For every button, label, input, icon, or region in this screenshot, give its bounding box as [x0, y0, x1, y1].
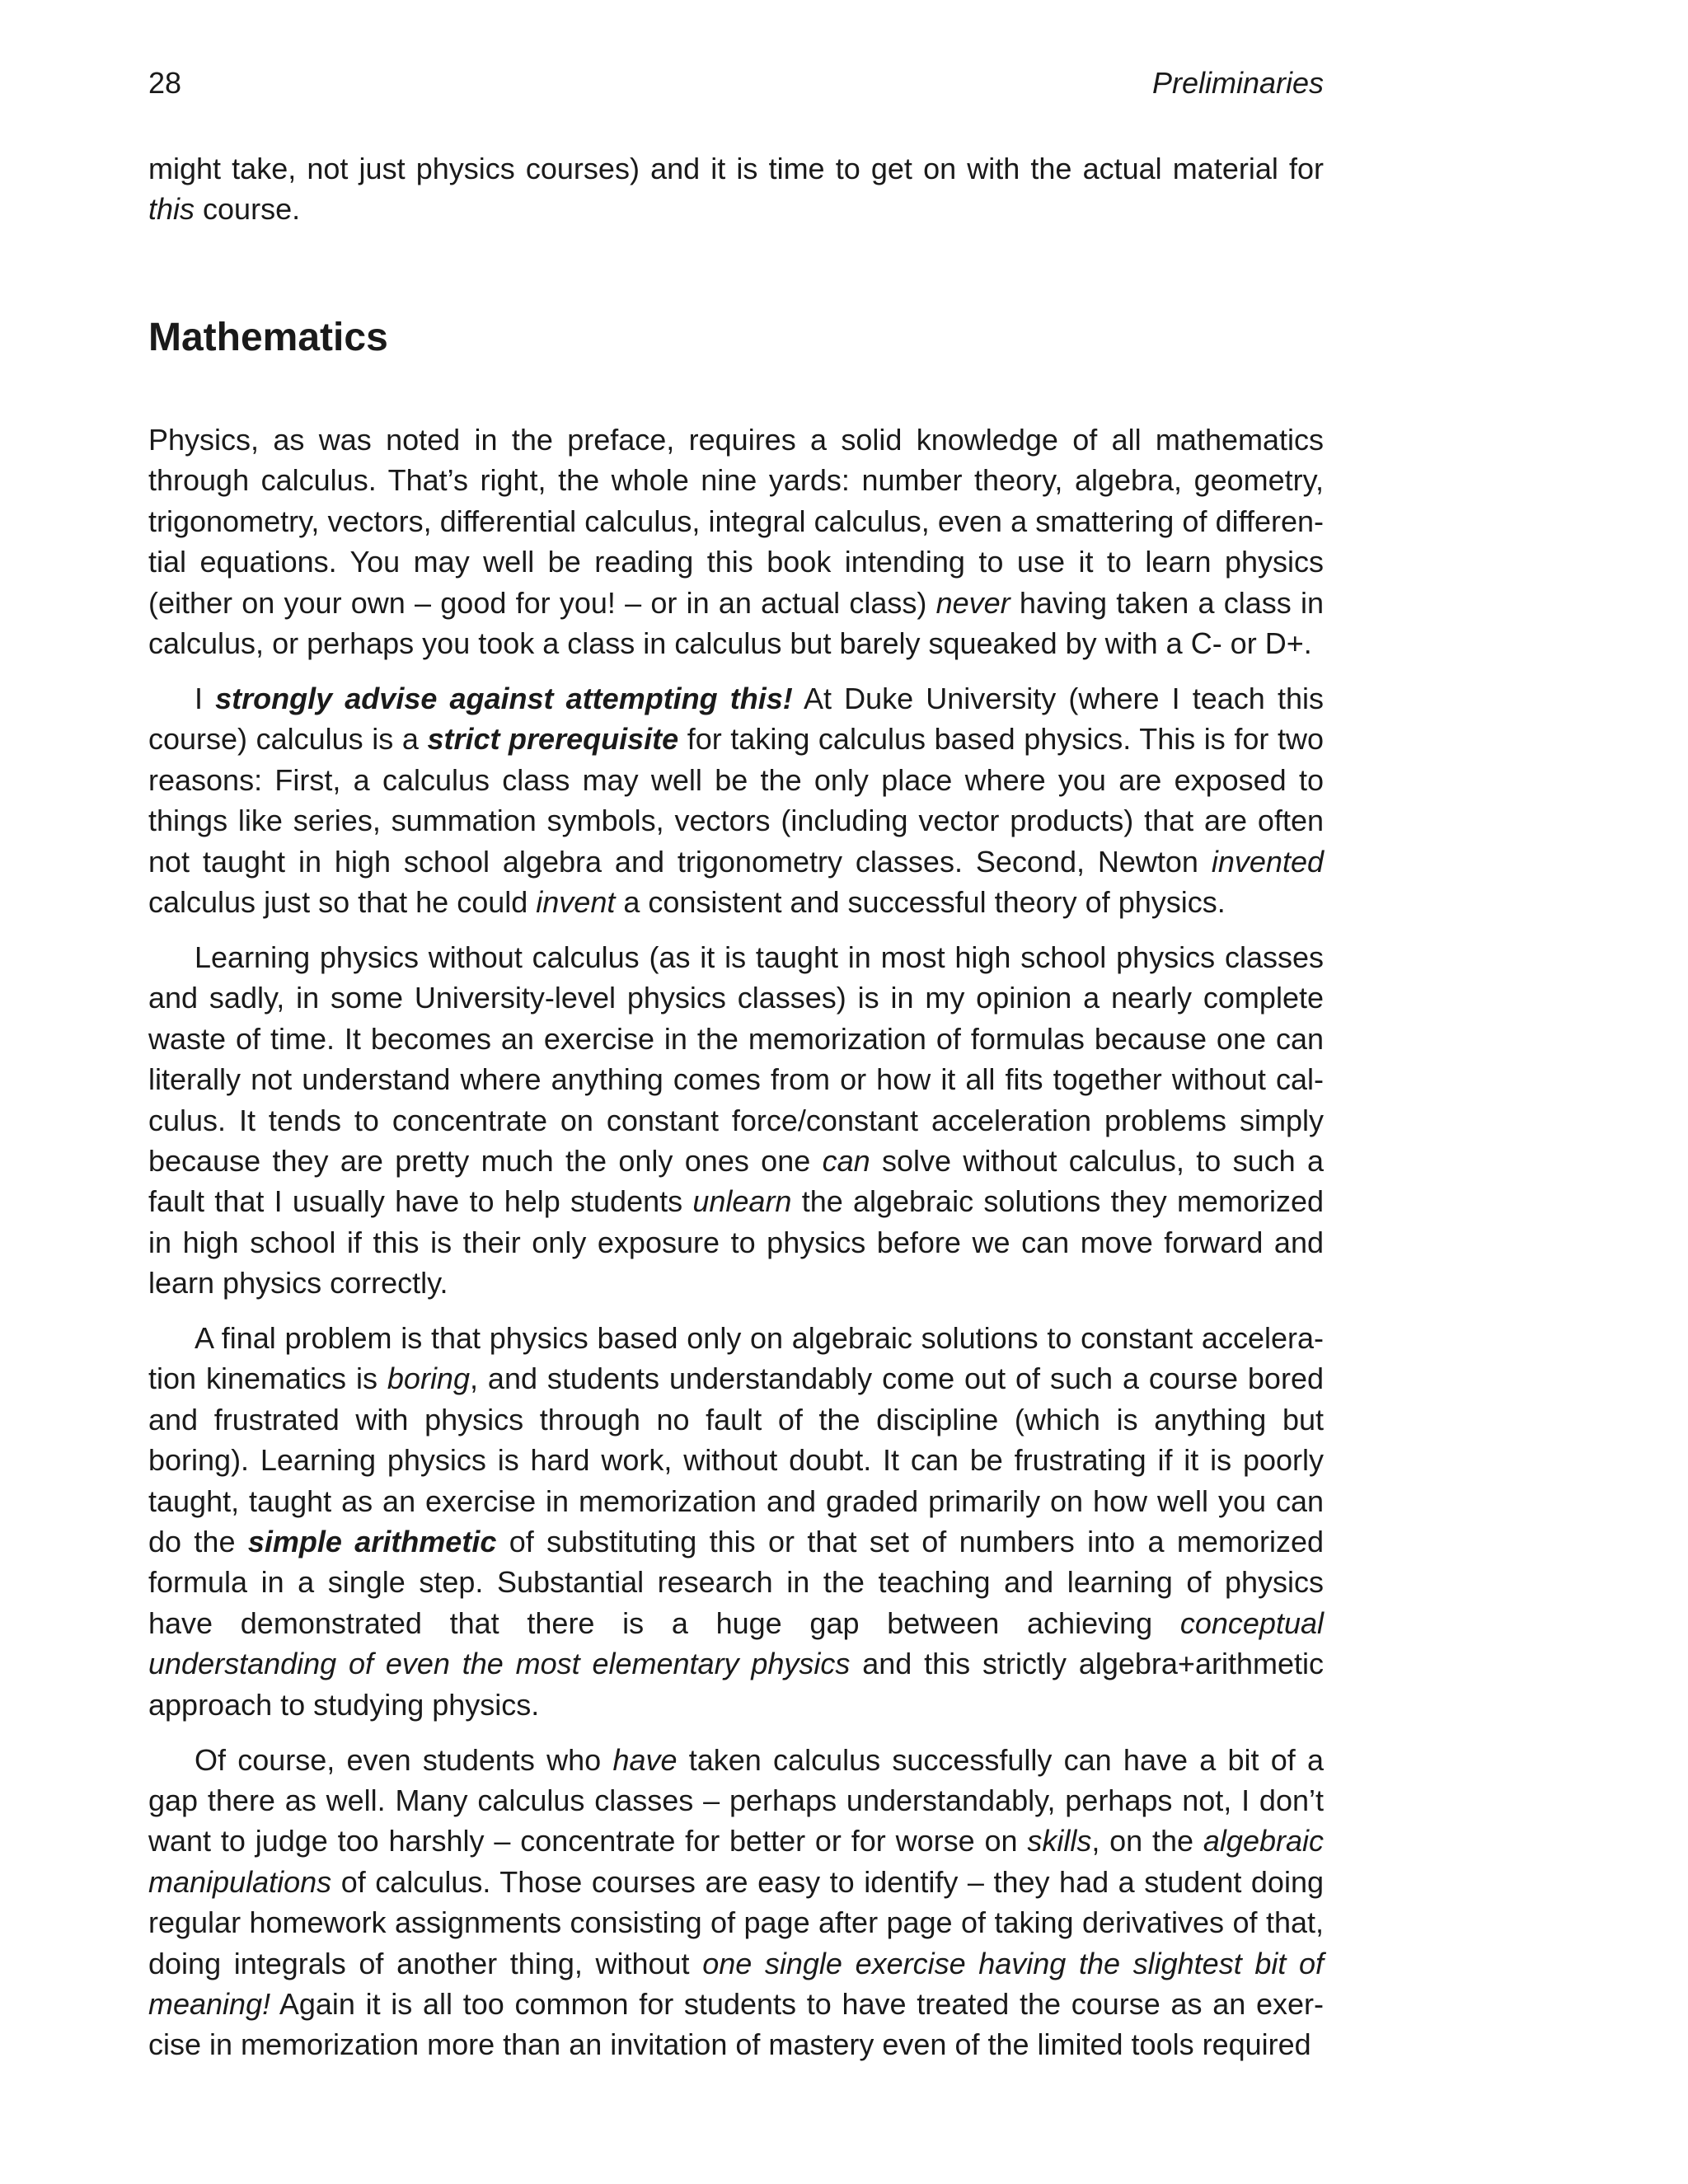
text-run: calculus just so that he could: [148, 884, 537, 919]
page-number: 28: [148, 66, 182, 100]
emphasis-run: can: [822, 1143, 870, 1178]
paragraph-5: [148, 1740, 1324, 2065]
paragraph-3: [148, 937, 1324, 1304]
paragraph-2: [148, 678, 1324, 922]
text-run: Of course, even students who: [195, 1742, 613, 1777]
emphasis-run: this: [148, 192, 195, 227]
text-run: for taking calculus based physics. This is for two reasons: First, a calculus class may well be the only place where you are exposed to things like series, summation symbols, vectors (including vector products) that are often not taught in high school algebra and trigonometry classes. Second, Newton: [148, 722, 1324, 879]
text-run: Physics, as was noted in the preface, requires a solid knowledge of all mathematics through calculus. That’s right, the whole nine yards: number theory, algebra, geometry, trigonometry, vectors, differential calculus, integral calculus, even a smattering of differential equations. You may well be reading this book intending to use it to learn physics (either on your own – good for you! – or in an actual class): [148, 423, 1324, 620]
emphasis-run: conceptual understanding of even the most elementary physics: [148, 1605, 1324, 1681]
text-run: A final problem is that physics based only on algebraic solutions to constant acceleration kinematics is: [148, 1321, 1324, 1396]
emphasis-run: unlearn: [692, 1184, 792, 1219]
intro-text: [148, 148, 1324, 230]
text-run: solve without calculus, to such a fault that I usually have to help students: [148, 1143, 1324, 1219]
text-run: , and students understandably come out of such a course bored and frustrated with physics through no fault of the discipline (which is anything but boring). Learning physics is hard work, without doubt. It can be frustrating if it is poorly taught, taught as an exercise in memorization and graded primarily on how well you can do the: [148, 1361, 1324, 1559]
text-run: the algebraic solutions they memorized in high school if this is their only exposure to physics before we can move forward and learn physics correctly.: [148, 1184, 1324, 1301]
emphasis-run: invented: [1211, 844, 1324, 879]
emphasis-run: have: [612, 1742, 678, 1777]
text-run: , on the: [1091, 1824, 1203, 1858]
strong-emphasis-run: strongly advise against attempting this!: [215, 681, 793, 715]
text-run: taken calculus successfully can have a bit of a gap there as well. Many calculus classes – perhaps understandably, perhaps not, I don’t want to judge too harshly – concentrate for better or for worse on: [148, 1742, 1325, 1858]
paragraph-1: [148, 419, 1324, 663]
text-run: and this strictly algebra+arithmetic approach to studying physics.: [148, 1647, 1324, 1722]
text-run: might take, not just physics courses) and it is time to get on with the actual material for: [148, 152, 1324, 185]
emphasis-run: boring: [387, 1361, 470, 1396]
strong-emphasis-run: strict prerequisite: [427, 722, 679, 757]
emphasis-run: skills: [1027, 1824, 1092, 1858]
section-heading: Mathematics: [148, 316, 388, 359]
text-run: of calculus. Those courses are easy to identify – they had a student doing regular homework assignments consisting of page after page of taking derivatives of that, doing integrals of another thing, without: [148, 1864, 1324, 1980]
text-run: a consistent and successful theory of physics.: [615, 884, 1226, 919]
text-run: course.: [195, 192, 301, 227]
paragraph-4: [148, 1318, 1324, 1725]
running-title: Preliminaries: [1151, 66, 1324, 100]
running-head: [148, 64, 1324, 102]
text-run: having taken a class in calculus, or perhaps you took a class in calculus but barely squeaked by with a C- or D+.: [148, 585, 1324, 661]
section-body: [148, 419, 1324, 2065]
text-run: At Duke University (where I teach this course) calculus is a: [148, 681, 1324, 757]
text-run: of substituting this or that set of numbers into a memorized formula in a single step. Substantial research in the teaching and learning of physics have demonstrated that there is a huge gap between achieving: [148, 1525, 1324, 1640]
text-run: I: [195, 681, 216, 715]
text-run: Learning physics without calculus (as it is taught in most high school physics classes and sadly, in some University-level physics classes) is in my opinion a nearly complete waste of time. It becomes an exercise in the memorization of formulas because one can literally not understand where anything comes from or how it all fits together without calculus. It tends to concentrate on constant force/constant acceleration problems simply because they are pretty much the only ones one: [148, 940, 1324, 1178]
emphasis-run: invent: [536, 884, 616, 919]
emphasis-run: one single exercise having the slightest bit of meaning!: [148, 1946, 1324, 2022]
paragraph-intro: [148, 148, 1324, 230]
strong-emphasis-run: simple arithmetic: [247, 1525, 497, 1559]
emphasis-run: never: [935, 585, 1010, 620]
emphasis-run: algebraic manipulations: [148, 1824, 1324, 1899]
text-run: Again it is all too common for students to have treated the course as an exercise in memorization more than an invitation of mastery even of the limited tools required: [148, 1987, 1324, 2062]
